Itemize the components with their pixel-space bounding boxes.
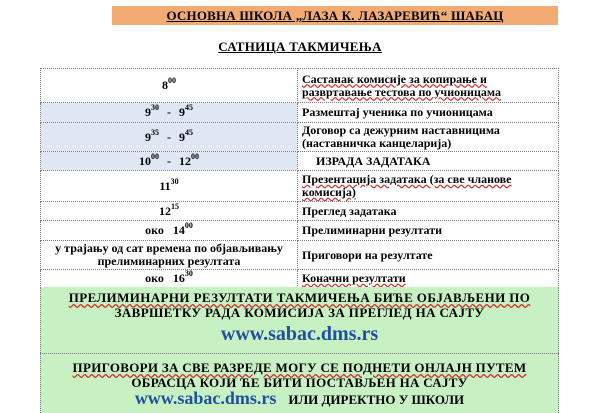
site-link[interactable]: www.sabac.dms.rs bbox=[220, 323, 379, 345]
table-row bbox=[41, 202, 559, 221]
activity-cell: Коначни резултати bbox=[298, 270, 559, 288]
table-row bbox=[41, 270, 559, 288]
notice-line: ПРИГОВОРИ ЗА СВЕ РАЗРЕДЕ МОГУ СЕ ПОДНЕТИ ОНЛАЈН ПУТЕМ bbox=[72, 360, 527, 375]
results-notice bbox=[40, 287, 559, 353]
notice-line: www.sabac.dms.rs ИЛИ ДИРЕКТНО У ШКОЛИ bbox=[134, 388, 465, 408]
activity-cell: ИЗРАДА ЗАДАТАКА bbox=[298, 152, 559, 171]
table-row bbox=[41, 103, 559, 123]
time-cell: $8^{00}$ bbox=[41, 69, 298, 103]
notice-line: ЗАВРШЕТКУ РАДА КОМИСИЈА ЗА ПРЕГЛЕД НА САЈТУ bbox=[114, 305, 485, 320]
activity-cell: Договор са дежурним наставницима (наставничка канцеларија) bbox=[298, 123, 559, 152]
activity-cell: Приговори на резултате bbox=[298, 241, 559, 270]
time-cell: око $16^{30}$ bbox=[41, 270, 298, 288]
document-title: САТНИЦА ТАКМИЧЕЊА bbox=[218, 39, 382, 54]
complaints-notice bbox=[40, 353, 559, 413]
table-row bbox=[41, 171, 559, 202]
table-row bbox=[41, 69, 559, 103]
activity-cell: Прелиминарни резултати bbox=[298, 221, 559, 241]
time-cell: $10^{00} - 12^{00}$ bbox=[41, 152, 298, 171]
activity-cell: Преглед задатака bbox=[298, 202, 559, 221]
table-row bbox=[41, 152, 559, 171]
time-cell: $9^{30} - 9^{45}$ bbox=[41, 103, 298, 123]
site-link[interactable]: www.sabac.dms.rs bbox=[134, 388, 277, 408]
time-cell: $9^{35} - 9^{45}$ bbox=[41, 123, 298, 152]
notice-line: ПРЕЛИМИНАРНИ РЕЗУЛТАТИ ТАКМИЧЕЊА БИЋЕ ОБЈАВЉЕНИ ПО bbox=[68, 290, 531, 305]
table-row bbox=[41, 221, 559, 241]
table-row bbox=[41, 123, 559, 152]
schedule-table bbox=[40, 68, 559, 288]
notice-line: ОБРАСЦА КОЈИ ЋЕ БИТИ ПОСТАВЉЕН НА САЈТУ bbox=[131, 375, 468, 390]
table-row bbox=[41, 241, 559, 270]
activity-cell: Састанак комисије за копирање и развртавање тестова по учионицама bbox=[298, 69, 559, 103]
time-cell: у трајању од сат времена по објављивању прелиминарних резултата bbox=[41, 241, 298, 270]
time-cell: $11^{30}$ bbox=[41, 171, 298, 202]
activity-cell: Презентација задатака (за све чланове комисија) bbox=[298, 171, 559, 202]
activity-cell: Размештај ученика по учионицама bbox=[298, 103, 559, 123]
time-cell: око $14^{00}$ bbox=[41, 221, 298, 241]
time-cell: $12^{15}$ bbox=[41, 202, 298, 221]
school-header: ОСНОВНА ШКОЛА „ЛАЗА К. ЛАЗАРЕВИЋ“ ШАБАЦ bbox=[112, 6, 558, 25]
